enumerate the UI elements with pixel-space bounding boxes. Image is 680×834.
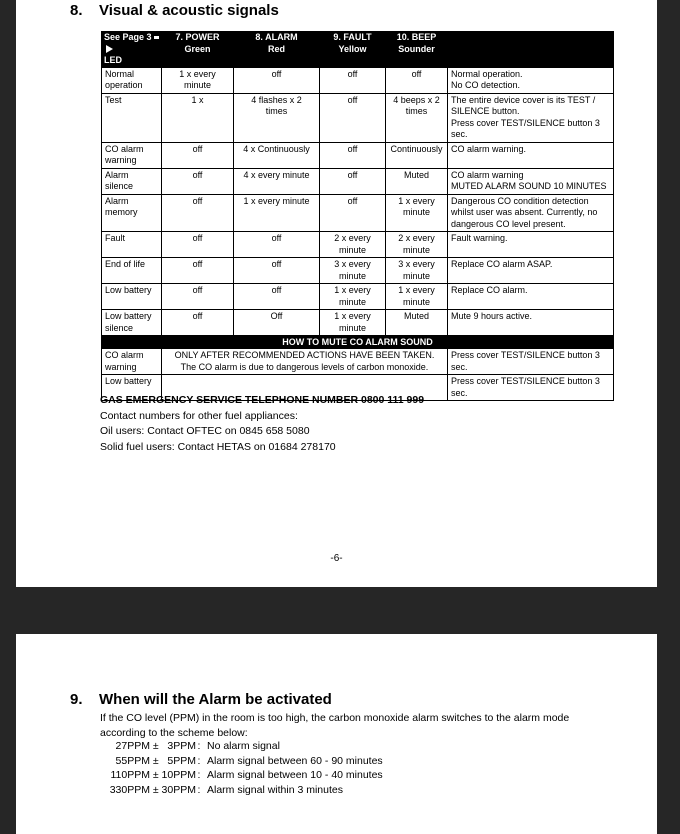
cell-beep: 4 beeps x 2 times xyxy=(386,93,448,142)
header-fault: 9. FAULT Yellow xyxy=(320,32,386,68)
cell-beep: Muted xyxy=(386,310,448,336)
table-row xyxy=(102,194,614,232)
cell-desc: Replace CO alarm ASAP. xyxy=(448,258,614,284)
cell-desc: Mute 9 hours active. xyxy=(448,310,614,336)
ppm-level-item: 55PPM ± 5PPM : Alarm signal between 60 - 90 minutes xyxy=(100,754,383,769)
cell-alarm: Off xyxy=(234,310,320,336)
signals-table xyxy=(101,31,614,401)
header-led: See Page 3 LED xyxy=(102,32,162,68)
ppm-level: 55PPM ± 5PPM xyxy=(115,754,196,767)
cell-state: CO alarm warning xyxy=(102,142,162,168)
ppm-description: Alarm signal between 60 - 90 minutes xyxy=(207,754,383,767)
cell-state: End of life xyxy=(102,258,162,284)
cell-state: CO alarm warning xyxy=(102,349,162,375)
cell-fault: 1 x every minute xyxy=(320,284,386,310)
cell-beep: 1 x every minute xyxy=(386,284,448,310)
cell-alarm: off xyxy=(234,284,320,310)
cell-beep: Continuously xyxy=(386,142,448,168)
cell-alarm: off xyxy=(234,232,320,258)
cell-beep: off xyxy=(386,67,448,93)
contact-line: Solid fuel users: Contact HETAS on 01684 278170 xyxy=(100,440,336,453)
cell-state: Normal operation xyxy=(102,67,162,93)
cell-state: Low battery xyxy=(102,375,162,401)
cell-desc: Press cover TEST/SILENCE button 3 sec. xyxy=(448,375,614,401)
cell-fault: off xyxy=(320,194,386,232)
cell-power: 1 x every minute xyxy=(162,67,234,93)
table-row xyxy=(102,284,614,310)
cell-power: off xyxy=(162,258,234,284)
table-header-row xyxy=(102,32,614,68)
cell-power: off xyxy=(162,142,234,168)
cell-fault: 1 x every minute xyxy=(320,310,386,336)
header-description xyxy=(448,32,614,68)
cell-alarm: 1 x every minute xyxy=(234,194,320,232)
header-power: 7. POWER Green xyxy=(162,32,234,68)
page-number: -6- xyxy=(330,553,343,564)
cell-desc: The entire device cover is its TEST / SILENCE button. Press cover TEST/SILENCE button 3 sec. xyxy=(448,93,614,142)
cell-alarm: 4 x every minute xyxy=(234,168,320,194)
cell-state: Fault xyxy=(102,232,162,258)
contact-line: Oil users: Contact OFTEC on 0845 658 5080 xyxy=(100,425,310,437)
cell-state: Low battery xyxy=(102,284,162,310)
ppm-level-list xyxy=(100,739,383,797)
mute-header: HOW TO MUTE CO ALARM SOUND xyxy=(102,336,614,349)
cell-state: Low battery silence xyxy=(102,310,162,336)
cell-power: off xyxy=(162,168,234,194)
cell-power: off xyxy=(162,194,234,232)
ppm-level: 110PPM ± 10PPM xyxy=(110,769,196,781)
table-row xyxy=(102,67,614,93)
cell-fault: 3 x every minute xyxy=(320,258,386,284)
cell-beep: 3 x every minute xyxy=(386,258,448,284)
cell-beep: Muted xyxy=(386,168,448,194)
cell-alarm: 4 x Continuously xyxy=(234,142,320,168)
contact-line: Contact numbers for other fuel appliances: xyxy=(100,409,298,422)
cell-power: off xyxy=(162,232,234,258)
section-title: Visual & acoustic signals xyxy=(99,2,279,19)
table-row xyxy=(102,232,614,258)
header-alarm: 8. ALARM Red xyxy=(234,32,320,68)
table-row xyxy=(102,168,614,194)
mute-header-row xyxy=(102,336,614,349)
gas-emergency-line: GAS EMERGENCY SERVICE TELEPHONE NUMBER 0800 111 999 xyxy=(100,394,425,406)
cell-fault: off xyxy=(320,168,386,194)
cell-alarm: off xyxy=(234,258,320,284)
cell-desc: Dangerous CO condition detection whilst user was absent. Currently, no dangerous CO level present. xyxy=(448,194,614,232)
ppm-description: Alarm signal within 3 minutes xyxy=(207,783,343,796)
cell-state: Test xyxy=(102,93,162,142)
cell-state: Alarm memory xyxy=(102,194,162,232)
intro-paragraph: If the CO level (PPM) in the room is too high, the carbon monoxide alarm switches to the alarm mode according to the scheme below: xyxy=(100,712,570,739)
cell-note: ONLY AFTER RECOMMENDED ACTIONS HAVE BEEN TAKEN. The CO alarm is due to dangerous levels of carbon monoxide. xyxy=(162,349,448,375)
cell-beep: 1 x every minute xyxy=(386,194,448,232)
cell-desc: CO alarm warning. xyxy=(448,142,614,168)
header-beep: 10. BEEP Sounder xyxy=(386,32,448,68)
cell-desc: CO alarm warning MUTED ALARM SOUND 10 MINUTES xyxy=(448,168,614,194)
contact-info xyxy=(100,393,424,455)
section-number: 8. xyxy=(70,2,83,19)
cell-power: off xyxy=(162,310,234,336)
ppm-description: No alarm signal xyxy=(207,740,280,752)
cell-desc: Normal operation. No CO detection. xyxy=(448,67,614,93)
document-page-6 xyxy=(16,0,657,587)
cell-desc: Fault warning. xyxy=(448,232,614,258)
section-number: 9. xyxy=(70,691,83,708)
cell-beep: 2 x every minute xyxy=(386,232,448,258)
cell-fault: 2 x every minute xyxy=(320,232,386,258)
arrow-right-icon xyxy=(154,36,159,39)
table-row xyxy=(102,93,614,142)
ppm-level: 27PPM ± 3PPM xyxy=(115,740,196,752)
table-row xyxy=(102,310,614,336)
table-row xyxy=(102,349,614,375)
ppm-description: Alarm signal between 10 - 40 minutes xyxy=(207,769,383,781)
ppm-level: 330PPM ± 30PPM xyxy=(109,783,196,796)
ppm-level-item: 110PPM ± 10PPM : Alarm signal between 10 - 40 minutes xyxy=(100,768,383,783)
ppm-level-item: 330PPM ± 30PPM : Alarm signal within 3 minutes xyxy=(100,783,383,798)
document-page-7 xyxy=(16,634,657,834)
cell-fault: off xyxy=(320,67,386,93)
cell-state: Alarm silence xyxy=(102,168,162,194)
table-row xyxy=(102,142,614,168)
ppm-level-item: 27PPM ± 3PPM : No alarm signal xyxy=(100,739,383,754)
cell-alarm: 4 flashes x 2 times xyxy=(234,93,320,142)
cell-fault: off xyxy=(320,142,386,168)
table-row xyxy=(102,258,614,284)
cell-fault: off xyxy=(320,93,386,142)
cell-alarm: off xyxy=(234,67,320,93)
section-title: When will the Alarm be activated xyxy=(99,691,332,708)
cell-power: 1 x xyxy=(162,93,234,142)
cell-power: off xyxy=(162,284,234,310)
cell-desc: Replace CO alarm. xyxy=(448,284,614,310)
cell-desc: Press cover TEST/SILENCE button 3 sec. xyxy=(448,349,614,375)
